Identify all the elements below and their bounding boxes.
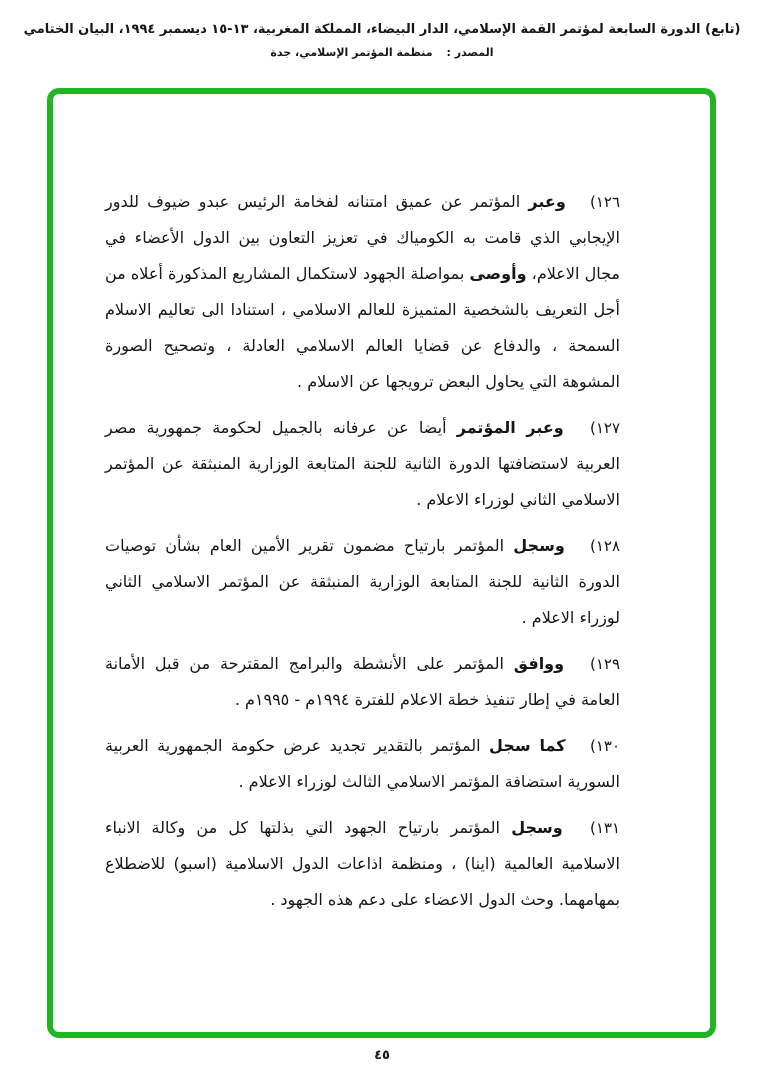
paragraph-text-segment: أيضا عن عرفانه بالجميل لحكومة جمهورية مصر العربية لاستضافتها الدورة الثانية للجنة المتابعة الوزارية المنبثقة عن المؤتمر الاسلامي الثاني لوزراء الاعلام . bbox=[105, 418, 620, 509]
paragraph-text-segment: ووافق bbox=[513, 654, 565, 673]
paragraph-text-segment: وعبر المؤتمر bbox=[456, 418, 564, 437]
numbered-paragraph bbox=[105, 410, 620, 518]
paragraph-number: ١٣٠) bbox=[589, 737, 621, 755]
numbered-paragraph bbox=[105, 184, 620, 400]
numbered-paragraph bbox=[105, 810, 620, 918]
paragraph-number: ١٣١) bbox=[589, 819, 620, 837]
numbered-paragraph bbox=[105, 646, 620, 718]
paragraph-text-segment: بمواصلة الجهود لاستكمال المشاريع المذكورة أعلاه من أجل التعريف بالشخصية المتميزة للعالم الاسلامي ، استنادا الى تعاليم الاسلام السمحة ، والدفاع عن قضايا العالم الاسلامي العادلة ، وتصحيح الصورة المشوهة التي يحاول البعض ترويجها عن الاسلام . bbox=[105, 264, 620, 391]
paragraph-number: ١٢٩) bbox=[589, 655, 620, 673]
paragraph-text-segment: وسجل bbox=[513, 536, 565, 555]
paragraph-text-segment: وسجل bbox=[511, 818, 563, 837]
content-border-frame bbox=[47, 88, 716, 1038]
paragraph-text-segment: وأوصى bbox=[469, 264, 527, 283]
source-organization: منظمة المؤتمر الإسلامي، جدة bbox=[270, 46, 433, 59]
document-title: (تابع) الدورة السابعة لمؤتمر القمة الإسلامي، الدار البيضاء، المملكة المغربية، ١٣-١٥ ديسمبر ١٩٩٤، البيان الختامي bbox=[23, 22, 741, 37]
paragraph-text-segment: كما سجل bbox=[489, 736, 566, 755]
document-header bbox=[0, 22, 764, 59]
numbered-paragraph bbox=[105, 528, 620, 636]
paragraph-text-segment: المؤتمر عن عميق امتنانه لفخامة الرئيس عبدو ضيوف للدور الإيجابي الذي قامت به الكومياك في تعزيز التعاون بين الدول الأعضاء في مجال الاعلام، bbox=[105, 192, 620, 283]
paragraph-text-segment: المؤتمر بالتقدير تجديد عرض حكومة الجمهورية العربية السورية استضافة المؤتمر الاسلامي الثالث لوزراء الاعلام . bbox=[105, 736, 620, 791]
page-number: ٤٥ bbox=[374, 1048, 390, 1063]
paragraph-text-segment: المؤتمر على الأنشطة والبرامج المقترحة من قبل الأمانة العامة في إطار تنفيذ خطة الاعلام للفترة ١٩٩٤م - ١٩٩٥م . bbox=[105, 654, 620, 709]
paragraph-text-segment: المؤتمر بارتياح الجهود التي بذلتها كل من وكالة الانباء الاسلامية العالمية (اينا) ، ومنظمة اذاعات الدول الاسلامية (اسبو) للاضطلاع بمهامهما. وحث الدول الاعضاء على دعم هذه الجهود . bbox=[105, 818, 620, 909]
paragraph-text-segment: وعبر bbox=[528, 192, 566, 211]
numbered-paragraph bbox=[105, 728, 620, 800]
paragraph-number: ١٢٦) bbox=[589, 193, 620, 211]
paragraph-number: ١٢٧) bbox=[589, 419, 620, 437]
paragraph-text-segment: المؤتمر بارتياح مضمون تقرير الأمين العام بشأن توصيات الدورة الثانية للجنة المتابعة الوزارية المنبثقة عن المؤتمر الاسلامي الثاني لوزراء الاعلام . bbox=[105, 536, 620, 627]
document-source-line bbox=[0, 46, 764, 59]
source-label: المصدر : bbox=[446, 46, 494, 59]
paragraph-list bbox=[53, 94, 710, 918]
paragraph-number: ١٢٨) bbox=[589, 537, 620, 555]
